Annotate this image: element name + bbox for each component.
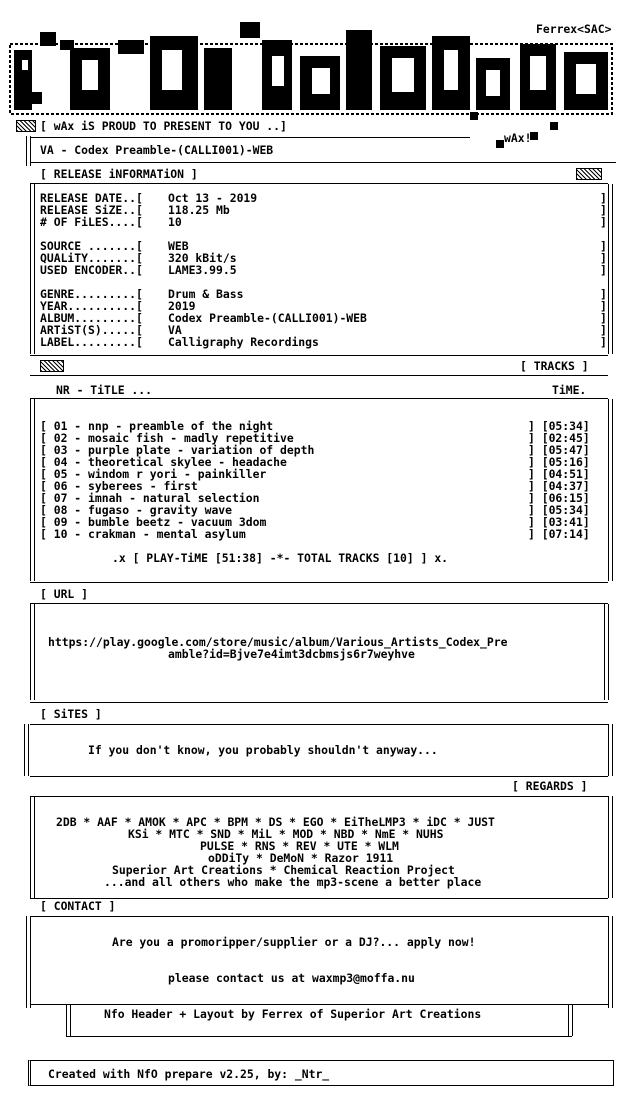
contact-line-2[interactable]: please contact us at waxmp3@moffa.nu <box>168 971 415 985</box>
regards-line: KSi * MTC * SND * MiL * MOD * NBD * NmE * NUHS <box>128 827 444 841</box>
track-time: ] [05:34] <box>528 503 590 517</box>
present-line: [ wAx iS PROUD TO PRESENT TO YOU ..] <box>40 119 287 133</box>
bracket: ] <box>600 299 607 313</box>
track-row: [ 02 - mosaic fish - madly repetitive <box>40 431 294 445</box>
url-section-title: [ URL ] <box>40 587 89 601</box>
bracket: ] <box>600 323 607 337</box>
info-value-release-size: 118.25 Mb <box>168 203 230 217</box>
track-time: ] [02:45] <box>528 431 590 445</box>
bracket: ] <box>600 311 607 325</box>
info-section-title: [ RELEASE iNFORMATiON ] <box>40 167 198 181</box>
bracket: ] <box>600 287 607 301</box>
bracket: ] <box>600 215 607 229</box>
info-label: SOURCE .......[ <box>40 239 143 253</box>
info-value-label: Calligraphy Recordings <box>168 335 319 349</box>
info-label: GENRE.........[ <box>40 287 143 301</box>
box-border-right <box>608 399 609 581</box>
url-line-2[interactable]: amble?id=Bjve7e4imt3dcbmsjs6r7weyhve <box>168 647 415 661</box>
divider <box>30 137 470 138</box>
track-time: ] [05:16] <box>528 455 590 469</box>
info-value-genre: Drum & Bass <box>168 287 244 301</box>
track-time: ] [07:14] <box>528 527 590 541</box>
track-row: [ 06 - syberees - first <box>40 479 198 493</box>
bracket: ] <box>600 191 607 205</box>
track-row: [ 09 - bumble beetz - vacuum 3dom <box>40 515 267 529</box>
info-value-album: Codex Preamble-(CALLI001)-WEB <box>168 311 367 325</box>
box-border-left <box>30 796 31 898</box>
regards-line: oDDiTy * DeMoN * Razor 1911 <box>208 851 394 865</box>
divider <box>66 1036 572 1037</box>
box-border-right <box>608 916 609 1008</box>
divider <box>30 702 608 703</box>
tracks-section-title: [ TRACKS ] <box>520 359 589 373</box>
divider <box>30 898 608 899</box>
info-label: ALBUM.........[ <box>40 311 143 325</box>
box-border-left <box>26 916 27 1008</box>
box-border-left <box>66 1004 67 1036</box>
divider <box>30 776 608 777</box>
box-border-right <box>604 604 605 700</box>
bracket: ] <box>600 335 607 349</box>
contact-section-title: [ CONTACT ] <box>40 899 116 913</box>
track-time: ] [04:51] <box>528 467 590 481</box>
bracket: ] <box>600 203 607 217</box>
divider <box>30 603 608 604</box>
info-value-artists: VA <box>168 323 182 337</box>
info-value-source: WEB <box>168 239 189 253</box>
track-row: [ 10 - crakman - mental asylum <box>40 527 246 541</box>
info-label: QUALiTY.......[ <box>40 251 143 265</box>
box-border-left <box>30 184 31 354</box>
tracks-summary: .x [ PLAY-TiME [51:38] -*- TOTAL TRACKS [10] ] x. <box>112 551 449 565</box>
divider <box>30 724 608 725</box>
regards-line: 2DB * AAF * AMOK * APC * BPM * DS * EGO * EiTheLMP3 * iDC * JUST <box>56 815 495 829</box>
sites-text: If you don't know, you probably shouldn't anyway... <box>88 743 438 757</box>
info-value-year: 2019 <box>168 299 196 313</box>
track-row: [ 04 - theoretical skylee - headache <box>40 455 287 469</box>
box-border-left <box>30 399 31 581</box>
divider <box>30 375 608 376</box>
box-border-left <box>26 136 27 166</box>
regards-line: ...and all others who make the mp3-scene a better place <box>104 875 482 889</box>
col-header-title: NR - TiTLE ... <box>56 383 153 397</box>
bracket: ] <box>600 251 607 265</box>
info-label: USED ENCODER..[ <box>40 263 143 277</box>
track-row: [ 07 - imnah - natural selection <box>40 491 260 505</box>
info-value-quality: 320 kBit/s <box>168 251 237 265</box>
divider <box>30 183 608 184</box>
divider <box>30 796 608 797</box>
info-label: RELEASE SiZE..[ <box>40 203 143 217</box>
info-value-files: 10 <box>168 215 182 229</box>
box-border-right <box>568 1004 569 1036</box>
regards-line: PULSE * RNS * REV * UTE * WLM <box>200 839 399 853</box>
box-border-right <box>608 796 609 898</box>
release-title: VA - Codex Preamble-(CALLI001)-WEB <box>40 143 274 157</box>
track-time: ] [03:41] <box>528 515 590 529</box>
bracket: ] <box>600 239 607 253</box>
shade-block <box>576 168 602 180</box>
box-border-left <box>24 724 25 776</box>
info-label: RELEASE DATE..[ <box>40 191 143 205</box>
shade-block <box>16 120 36 132</box>
info-label: # OF FiLES....[ <box>40 215 143 229</box>
divider <box>30 355 608 356</box>
url-line-1[interactable]: https://play.google.com/store/music/album/Various_Artists_Codex_Pre <box>48 635 508 649</box>
header-tag: wAx! <box>504 131 532 145</box>
header-credit: Ferrex<SAC> <box>536 22 612 36</box>
divider <box>30 1004 608 1005</box>
track-time: ] [04:37] <box>528 479 590 493</box>
layout-credit: Nfo Header + Layout by Ferrex of Superior Art Creations <box>104 1007 482 1021</box>
divider <box>30 916 608 917</box>
divider <box>30 582 608 583</box>
track-time: ] [05:34] <box>528 419 590 433</box>
track-time: ] [06:15] <box>528 491 590 505</box>
track-row: [ 01 - nnp - preamble of the night <box>40 419 274 433</box>
divider <box>30 162 616 163</box>
regards-line: Superior Art Creations * Chemical Reaction Project <box>112 863 455 877</box>
box-border-left <box>30 604 31 700</box>
contact-line-1: Are you a promoripper/supplier or a DJ?... apply now! <box>112 935 476 949</box>
box-border-right <box>608 184 609 354</box>
track-row: [ 08 - fugaso - gravity wave <box>40 503 233 517</box>
track-row: [ 05 - windom r yori - painkiller <box>40 467 267 481</box>
regards-section-title: [ REGARDS ] <box>512 779 588 793</box>
footer-text: Created with NfO prepare v2.25, by: _Ntr_ <box>48 1067 330 1081</box>
info-label: YEAR..........[ <box>40 299 143 313</box>
track-row: [ 03 - purple plate - variation of depth <box>40 443 315 457</box>
info-value-encoder: LAME3.99.5 <box>168 263 237 277</box>
col-header-time: TiME. <box>552 383 587 397</box>
divider <box>30 398 608 399</box>
box-border-right <box>608 724 609 776</box>
track-time: ] [05:47] <box>528 443 590 457</box>
info-value-release-date: Oct 13 - 2019 <box>168 191 258 205</box>
shade-block <box>40 360 64 372</box>
sites-section-title: [ SiTES ] <box>40 707 102 721</box>
info-label: ARTiST(S).....[ <box>40 323 143 337</box>
bracket: ] <box>600 263 607 277</box>
info-label: LABEL.........[ <box>40 335 143 349</box>
